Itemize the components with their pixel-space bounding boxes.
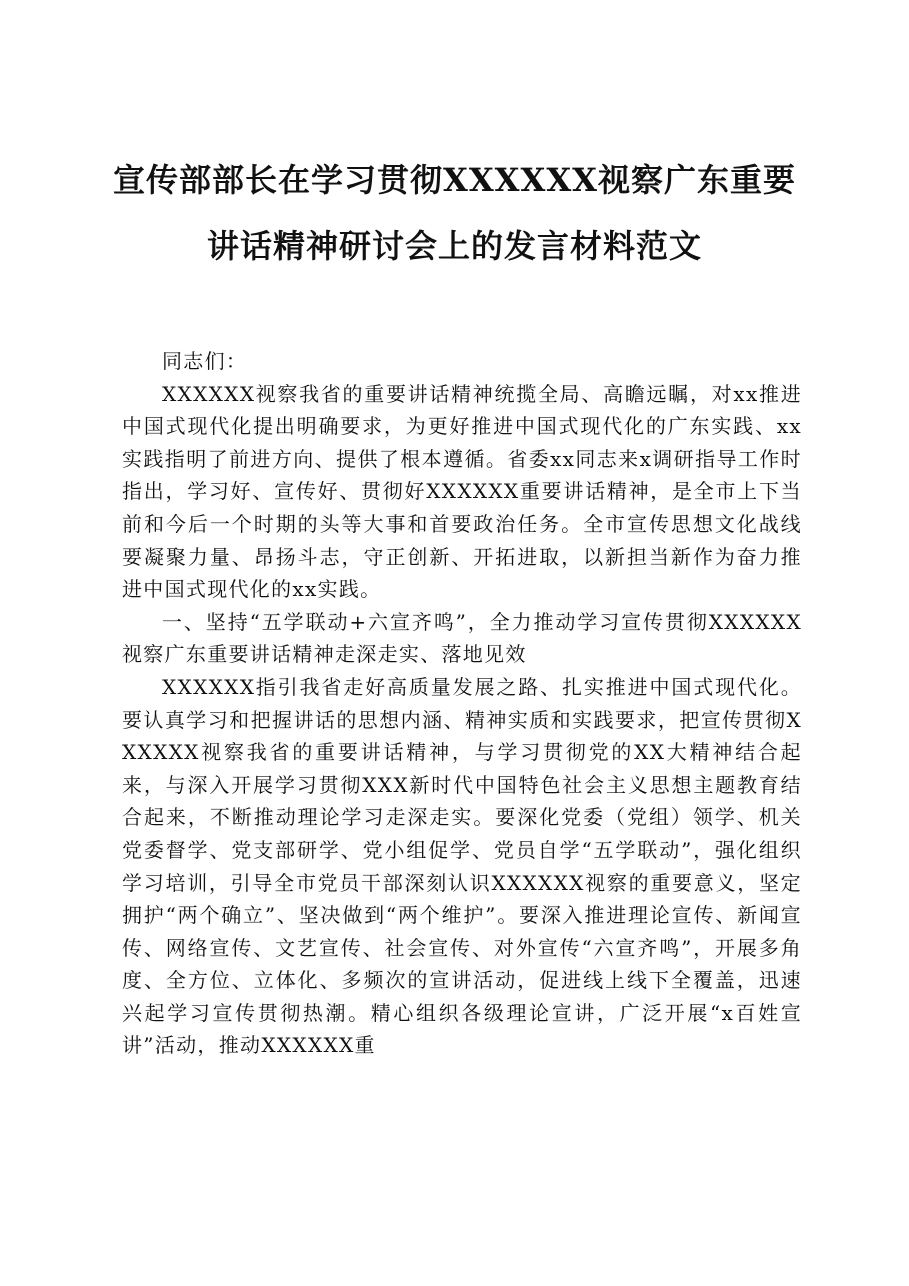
salutation: 同志们： bbox=[162, 349, 248, 373]
title-line-1: 宣传部部长在学习贯彻XXXXXX视察广东重要 bbox=[113, 161, 796, 199]
section-heading-1: 一、坚持“五学联动+六宣齐鸣”，全力推动学习宣传贯彻XXXXXX视察广东重要讲话精神走深走实、落地见效 bbox=[122, 609, 802, 667]
paragraph-intro: XXXXXX视察我省的重要讲话精神统揽全局、高瞻远瞩，对xx推进中国式现代化提出明确要求，为更好推进中国式现代化的广东实践、xx实践指明了前进方向、提供了根本遵循。省委xx同志来x调研指导工作时指出，学习好、宣传好、贯彻好XXXXXX重要讲话精神，是全市上下当前和今后一个时期的头等大事和首要政治任务。全市宣传思想文化战线要凝聚力量、昂扬斗志，守正创新、开拓进取，以新担当新作为奋力推进中国式现代化的xx实践。 bbox=[122, 381, 802, 602]
document-body bbox=[122, 345, 802, 1062]
paragraph-section-1: XXXXXX指引我省走好高质量发展之路、扎实推进中国式现代化。要认真学习和把握讲话的思想内涵、精神实质和实践要求，把宣传贯彻XXXXXX视察我省的重要讲话精神，与学习贯彻党的XX大精神结合起来，与深入开展学习贯彻XXX新时代中国特色社会主义思想主题教育结合起来，不断推动理论学习走深走实。要深化党委（党组）领学、机关党委督学、党支部研学、党小组促学、党员自学“五学联动”，强化组织学习培训，引导全市党员干部深刻认识XXXXXX视察的重要意义，坚定拥护“两个确立”、坚决做到“两个维护”。要深入推进理论宣传、新闻宣传、网络宣传、文艺宣传、社会宣传、对外宣传“六宣齐鸣”，开展多角度、全方位、立体化、多频次的宣讲活动，促进线上线下全覆盖，迅速兴起学习宣传贯彻热潮。精心组织各级理论宣讲，广泛开展“x百姓宣讲”活动，推动XXXXXX重 bbox=[122, 674, 802, 1058]
document-title bbox=[0, 160, 909, 266]
title-line-2: 讲话精神研讨会上的发言材料范文 bbox=[206, 227, 702, 265]
